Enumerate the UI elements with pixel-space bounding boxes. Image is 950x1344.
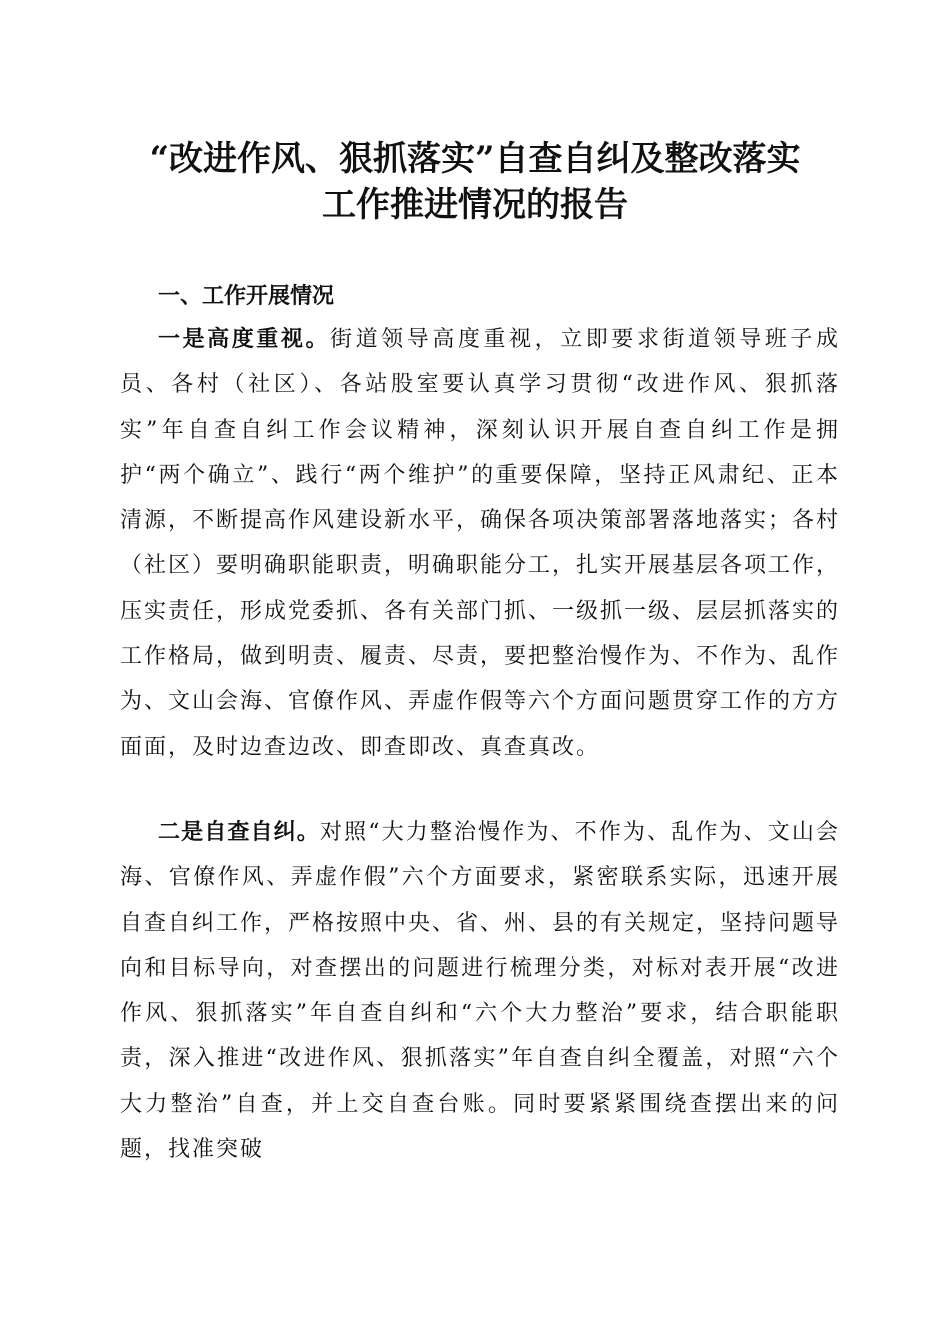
paragraph-1-lead: 一是高度重视。 — [158, 327, 331, 352]
paragraph-2-text: 对照“大力整治慢作为、不作为、乱作为、文山会海、官僚作风、弄虚作假”六个方面要求，紧密联系实际，迅速开展自查自纠工作，严格按照中央、省、州、县的有关规定，坚持问题导向和目标导向，对查摆出的问题进行梳理分类，对标对表开展“改进作风、狠抓落实”年自查自纠和“六个大力整治”要求，结合职能职责，深入推进“改进作风、狠抓落实”年自查自纠全覆盖，对照“六个大力整治”自查，并上交自查台账。同时要紧紧围绕查摆出来的问题，找准突破 — [120, 820, 841, 1163]
paragraph-2-lead: 二是自查自纠。 — [158, 820, 320, 845]
paragraph-2 — [120, 810, 840, 1172]
paragraph-1 — [120, 317, 840, 770]
document-title-line-1: “改进作风、狠抓落实”自查自纠及整改落实 — [149, 139, 801, 179]
section-heading: 一、工作开展情况 — [158, 284, 335, 309]
paragraph-1-text: 街道领导高度重视，立即要求街道领导班子成员、各村（社区）、各站股室要认真学习贯彻“改进作风、狠抓落实”年自查自纠工作会议精神，深刻认识开展自查自纠工作是拥护“两个确立”、践行“两个维护”的重要保障，坚持正风肃纪、正本清源，不断提高作风建设新水平，确保各项决策部署落地落实；各村（社区）要明确职能职责，明确职能分工，扎实开展基层各项工作，压实责任，形成党委抓、各有关部门抓、一级抓一级、层层抓落实的工作格局，做到明责、履责、尽责，要把整治慢作为、不作为、乱作为、文山会海、官僚作风、弄虚作假等六个方面问题贯穿工作的方方面面，及时边查边改、即查即改、真查真改。 — [120, 327, 841, 760]
document-title-line-2: 工作推进情况的报告 — [322, 185, 628, 225]
